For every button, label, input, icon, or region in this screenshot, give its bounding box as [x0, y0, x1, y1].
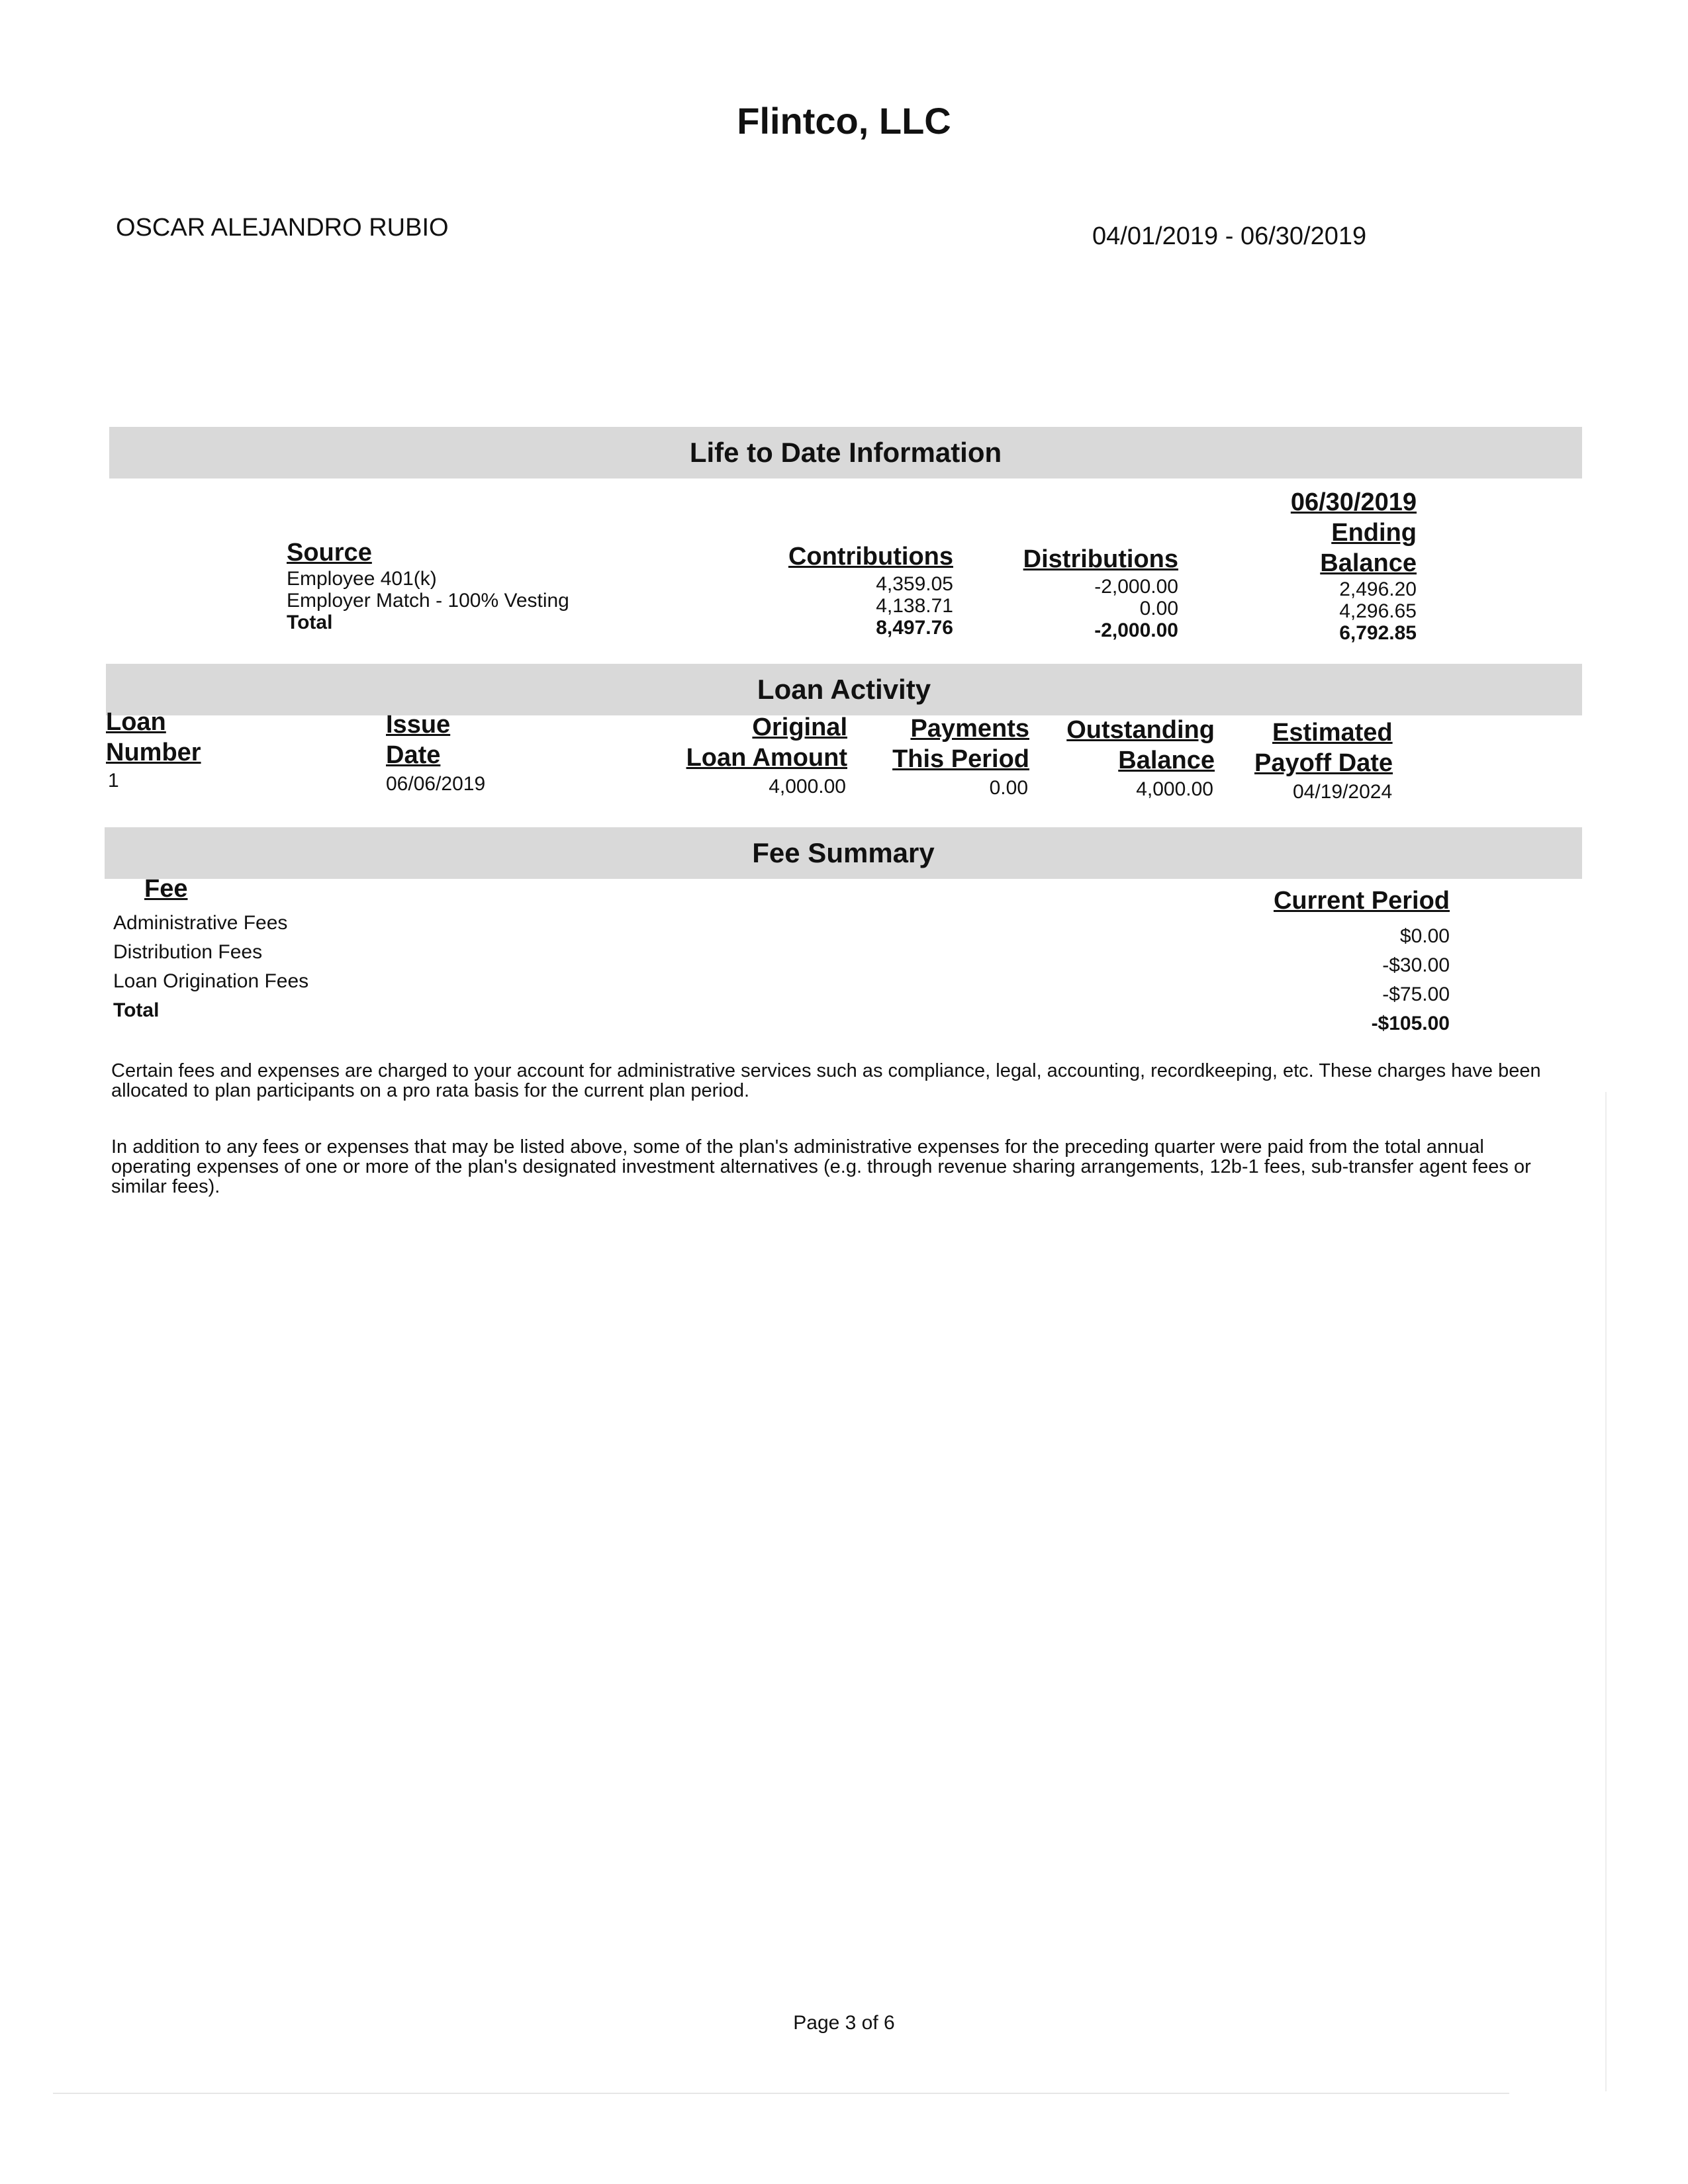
payments-header-line1: Payments — [910, 715, 1029, 743]
distributions-header: Distributions — [1023, 545, 1178, 573]
fee-name-1: Administrative Fees — [113, 912, 288, 934]
ltd-ending-total: 6,792.85 — [1339, 622, 1417, 644]
payoff-header-line1: Estimated — [1272, 719, 1393, 747]
page-number: Page 3 of 6 — [793, 2012, 895, 2034]
company-title: Flintco, LLC — [737, 100, 951, 142]
fee-name-2: Distribution Fees — [113, 941, 263, 963]
loan-payments-value: 0.00 — [989, 777, 1028, 799]
ltd-source-2: Employer Match - 100% Vesting — [287, 590, 569, 612]
fee-summary-title: Fee Summary — [752, 837, 935, 868]
ltd-ending-2: 4,296.65 — [1339, 600, 1417, 622]
issue-date-header-line1: Issue — [386, 711, 451, 739]
scan-edge-bottom — [53, 2093, 1509, 2094]
fee-name-3: Loan Origination Fees — [113, 970, 309, 992]
fee-amount-2: -$30.00 — [1382, 954, 1450, 976]
ltd-contrib-1: 4,359.05 — [876, 573, 953, 595]
payments-header-line2: This Period — [892, 745, 1029, 773]
source-header: Source — [287, 539, 372, 567]
scan-edge-right — [1605, 1092, 1607, 2091]
original-amount-header-line2: Loan Amount — [686, 744, 847, 772]
ending-date-header: 06/30/2019 — [1290, 488, 1417, 516]
ltd-source-1: Employee 401(k) — [287, 568, 437, 590]
loan-number-header-line2: Number — [106, 739, 201, 766]
loan-original-amount-value: 4,000.00 — [769, 776, 846, 797]
ending-header: Ending — [1331, 519, 1417, 547]
loan-payoff-date-value: 04/19/2024 — [1293, 781, 1393, 803]
ltd-contrib-total: 8,497.76 — [876, 617, 953, 639]
loan-issue-date-value: 06/06/2019 — [386, 773, 486, 795]
outstanding-header-line2: Balance — [1118, 747, 1215, 774]
fee-header: Fee — [144, 875, 188, 903]
fee-amount-3: -$75.00 — [1382, 983, 1450, 1005]
fee-amount-1: $0.00 — [1399, 925, 1450, 947]
issue-date-header-line2: Date — [386, 741, 441, 769]
fee-amount-total: -$105.00 — [1371, 1013, 1450, 1034]
balance-header: Balance — [1320, 549, 1417, 577]
payoff-header-line2: Payoff Date — [1254, 749, 1393, 777]
current-period-header: Current Period — [1273, 887, 1450, 915]
ltd-dist-total: -2,000.00 — [1094, 619, 1178, 641]
loan-number-header-line1: Loan — [106, 708, 166, 736]
ltd-dist-1: -2,000.00 — [1094, 576, 1178, 598]
loan-activity-title: Loan Activity — [757, 674, 931, 705]
life-to-date-banner — [109, 427, 1582, 478]
loan-activity-banner — [106, 664, 1582, 715]
ltd-source-total: Total — [287, 612, 333, 633]
contributions-header: Contributions — [788, 543, 953, 570]
ltd-ending-1: 2,496.20 — [1339, 578, 1417, 600]
original-amount-header-line1: Original — [752, 713, 847, 741]
expense-disclosure-paragraph: In addition to any fees or expenses that may be listed above, some of the plan's administrative expenses for the preceding quarter were paid from the total annual operating expenses of one or more of the plan's designated investment alternatives (e.g. through revenue sharing arrangements, 12b-1 fees, sub-transfer agent fees or similar fees). — [111, 1136, 1531, 1197]
ltd-contrib-2: 4,138.71 — [876, 595, 953, 617]
fee-disclosure-paragraph: Certain fees and expenses are charged to your account for administrative services such as compliance, legal, accounting, recordkeeping, etc. These charges have been allocated to plan participants on a pro rata basis for the current plan period. — [111, 1060, 1541, 1101]
ltd-dist-2: 0.00 — [1139, 598, 1178, 619]
loan-number-value: 1 — [108, 770, 119, 792]
fee-name-total: Total — [113, 999, 160, 1021]
participant-name: OSCAR ALEJANDRO RUBIO — [116, 214, 449, 242]
fee-summary-banner — [105, 827, 1582, 879]
outstanding-header-line1: Outstanding — [1066, 716, 1215, 744]
life-to-date-title: Life to Date Information — [689, 437, 1002, 468]
loan-outstanding-value: 4,000.00 — [1136, 778, 1213, 800]
statement-period: 04/01/2019 - 06/30/2019 — [1092, 222, 1367, 250]
